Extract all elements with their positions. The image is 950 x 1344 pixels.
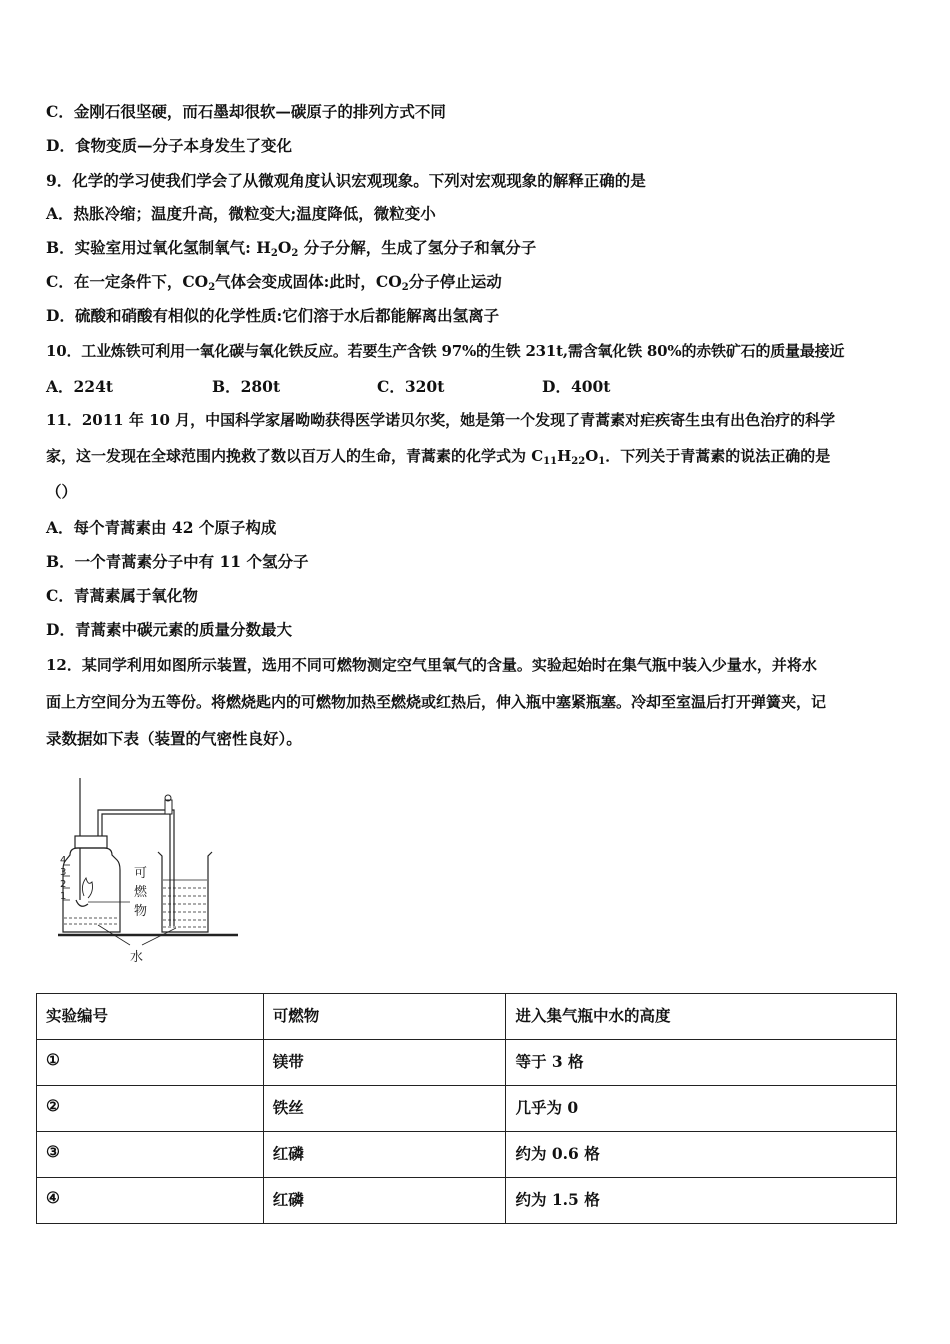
question-11-option-d: D．青蒿素中碳元素的质量分数最大 xyxy=(46,620,292,639)
question-11-stem-line-2: 家，这一发现在全球范围内挽救了数以百万人的生命，青蒿素的化学式为 $C_{11}H_{22}O_1$．下列关于青蒿素的说法正确的是 xyxy=(46,447,831,467)
table-cell: 红磷 xyxy=(263,1132,506,1178)
table-cell: 约为 1.5 格 xyxy=(506,1178,897,1224)
question-11-stem-line-3: （） xyxy=(46,482,78,501)
table-cell: ② xyxy=(37,1086,264,1132)
question-11-stem-line-1: 11．2011 年 10 月，中国科学家屠呦呦获得医学诺贝尔奖，她是第一个发现了青蒿素对疟疾寄生虫有出色治疗的科学 xyxy=(46,411,836,429)
table-header-row xyxy=(37,994,897,1040)
option-c-line: C．金刚石很坚硬，而石墨却很软—碳原子的排列方式不同 xyxy=(46,102,446,121)
question-11-option-c: C．青蒿素属于氧化物 xyxy=(46,586,198,605)
question-11-option-a: A．每个青蒿素由 42 个原子构成 xyxy=(46,518,277,537)
table-cell: ③ xyxy=(37,1132,264,1178)
apparatus-drawing xyxy=(58,770,243,970)
question-9-option-b: B．实验室用过氧化氢制氧气: $H_2O_2$ 分子分解，生成了氢分子和氧分子 xyxy=(46,238,537,259)
question-10-option-b: B．280t xyxy=(212,377,281,396)
scale-mark-1: 1 xyxy=(60,891,67,902)
question-9-option-d: D．硫酸和硝酸有相似的化学性质:它们溶于水后都能解离出氢离子 xyxy=(46,306,500,325)
label-water: 水 xyxy=(130,950,144,965)
question-12-stem-line-2: 面上方空间分为五等份。将燃烧匙内的可燃物加热至燃烧或红热后，伸入瓶中塞紧瓶塞。冷却至室温后打开弹簧夹，记 xyxy=(46,693,827,711)
scale-mark-3: 3 xyxy=(60,867,67,878)
question-10-option-d: D．400t xyxy=(542,377,611,396)
header-cell: 进入集气瓶中水的高度 xyxy=(506,994,897,1040)
table-cell: 红磷 xyxy=(263,1178,506,1224)
label-combustible-2: 燃 xyxy=(134,885,148,900)
table-cell: 等于 3 格 xyxy=(506,1040,897,1086)
table-cell: ① xyxy=(37,1040,264,1086)
table-cell: ④ xyxy=(37,1178,264,1224)
question-12-stem-line-1: 12．某同学利用如图所示装置，选用不同可燃物测定空气里氧气的含量。实验起始时在集气瓶中装入少量水，并将水 xyxy=(46,656,817,674)
table-row xyxy=(37,1132,897,1178)
table-cell: 镁带 xyxy=(263,1040,506,1086)
label-combustible-3: 物 xyxy=(134,904,148,919)
question-9-option-a: A．热胀冷缩；温度升高，微粒变大;温度降低，微粒变小 xyxy=(46,204,436,223)
scale-mark-4: 4 xyxy=(60,855,67,866)
table-cell: 约为 0.6 格 xyxy=(506,1132,897,1178)
option-d-line: D．食物变质—分子本身发生了变化 xyxy=(46,136,292,155)
scale-mark-2: 2 xyxy=(60,879,67,890)
header-cell: 实验编号 xyxy=(37,994,264,1040)
question-10-option-a: A．224t xyxy=(46,377,114,396)
question-10-stem: 10．工业炼铁可利用一氧化碳与氧化铁反应。若要生产含铁 97%的生铁 231t,需含氧化铁 80%的赤铁矿石的质量最接近 xyxy=(46,342,845,360)
question-9-stem: 9．化学的学习使我们学会了从微观角度认识宏观现象。下列对宏观现象的解释正确的是 xyxy=(46,171,646,190)
experiment-table xyxy=(36,993,897,1224)
apparatus-figure xyxy=(58,770,243,970)
question-12-stem-line-3: 录数据如下表（装置的气密性良好）。 xyxy=(46,729,302,748)
question-10-option-c: C．320t xyxy=(377,377,445,396)
table-cell: 几乎为 0 xyxy=(506,1086,897,1132)
header-cell: 可燃物 xyxy=(263,994,506,1040)
table-cell: 铁丝 xyxy=(263,1086,506,1132)
table-row xyxy=(37,1178,897,1224)
table-row xyxy=(37,1040,897,1086)
question-9-option-c: C．在一定条件下，$CO_2$气体会变成固体:此时，$CO_2$分子停止运动 xyxy=(46,272,502,293)
table-row xyxy=(37,1086,897,1132)
label-combustible-1: 可 xyxy=(134,866,148,881)
question-11-option-b: B．一个青蒿素分子中有 11 个氢分子 xyxy=(46,552,309,571)
